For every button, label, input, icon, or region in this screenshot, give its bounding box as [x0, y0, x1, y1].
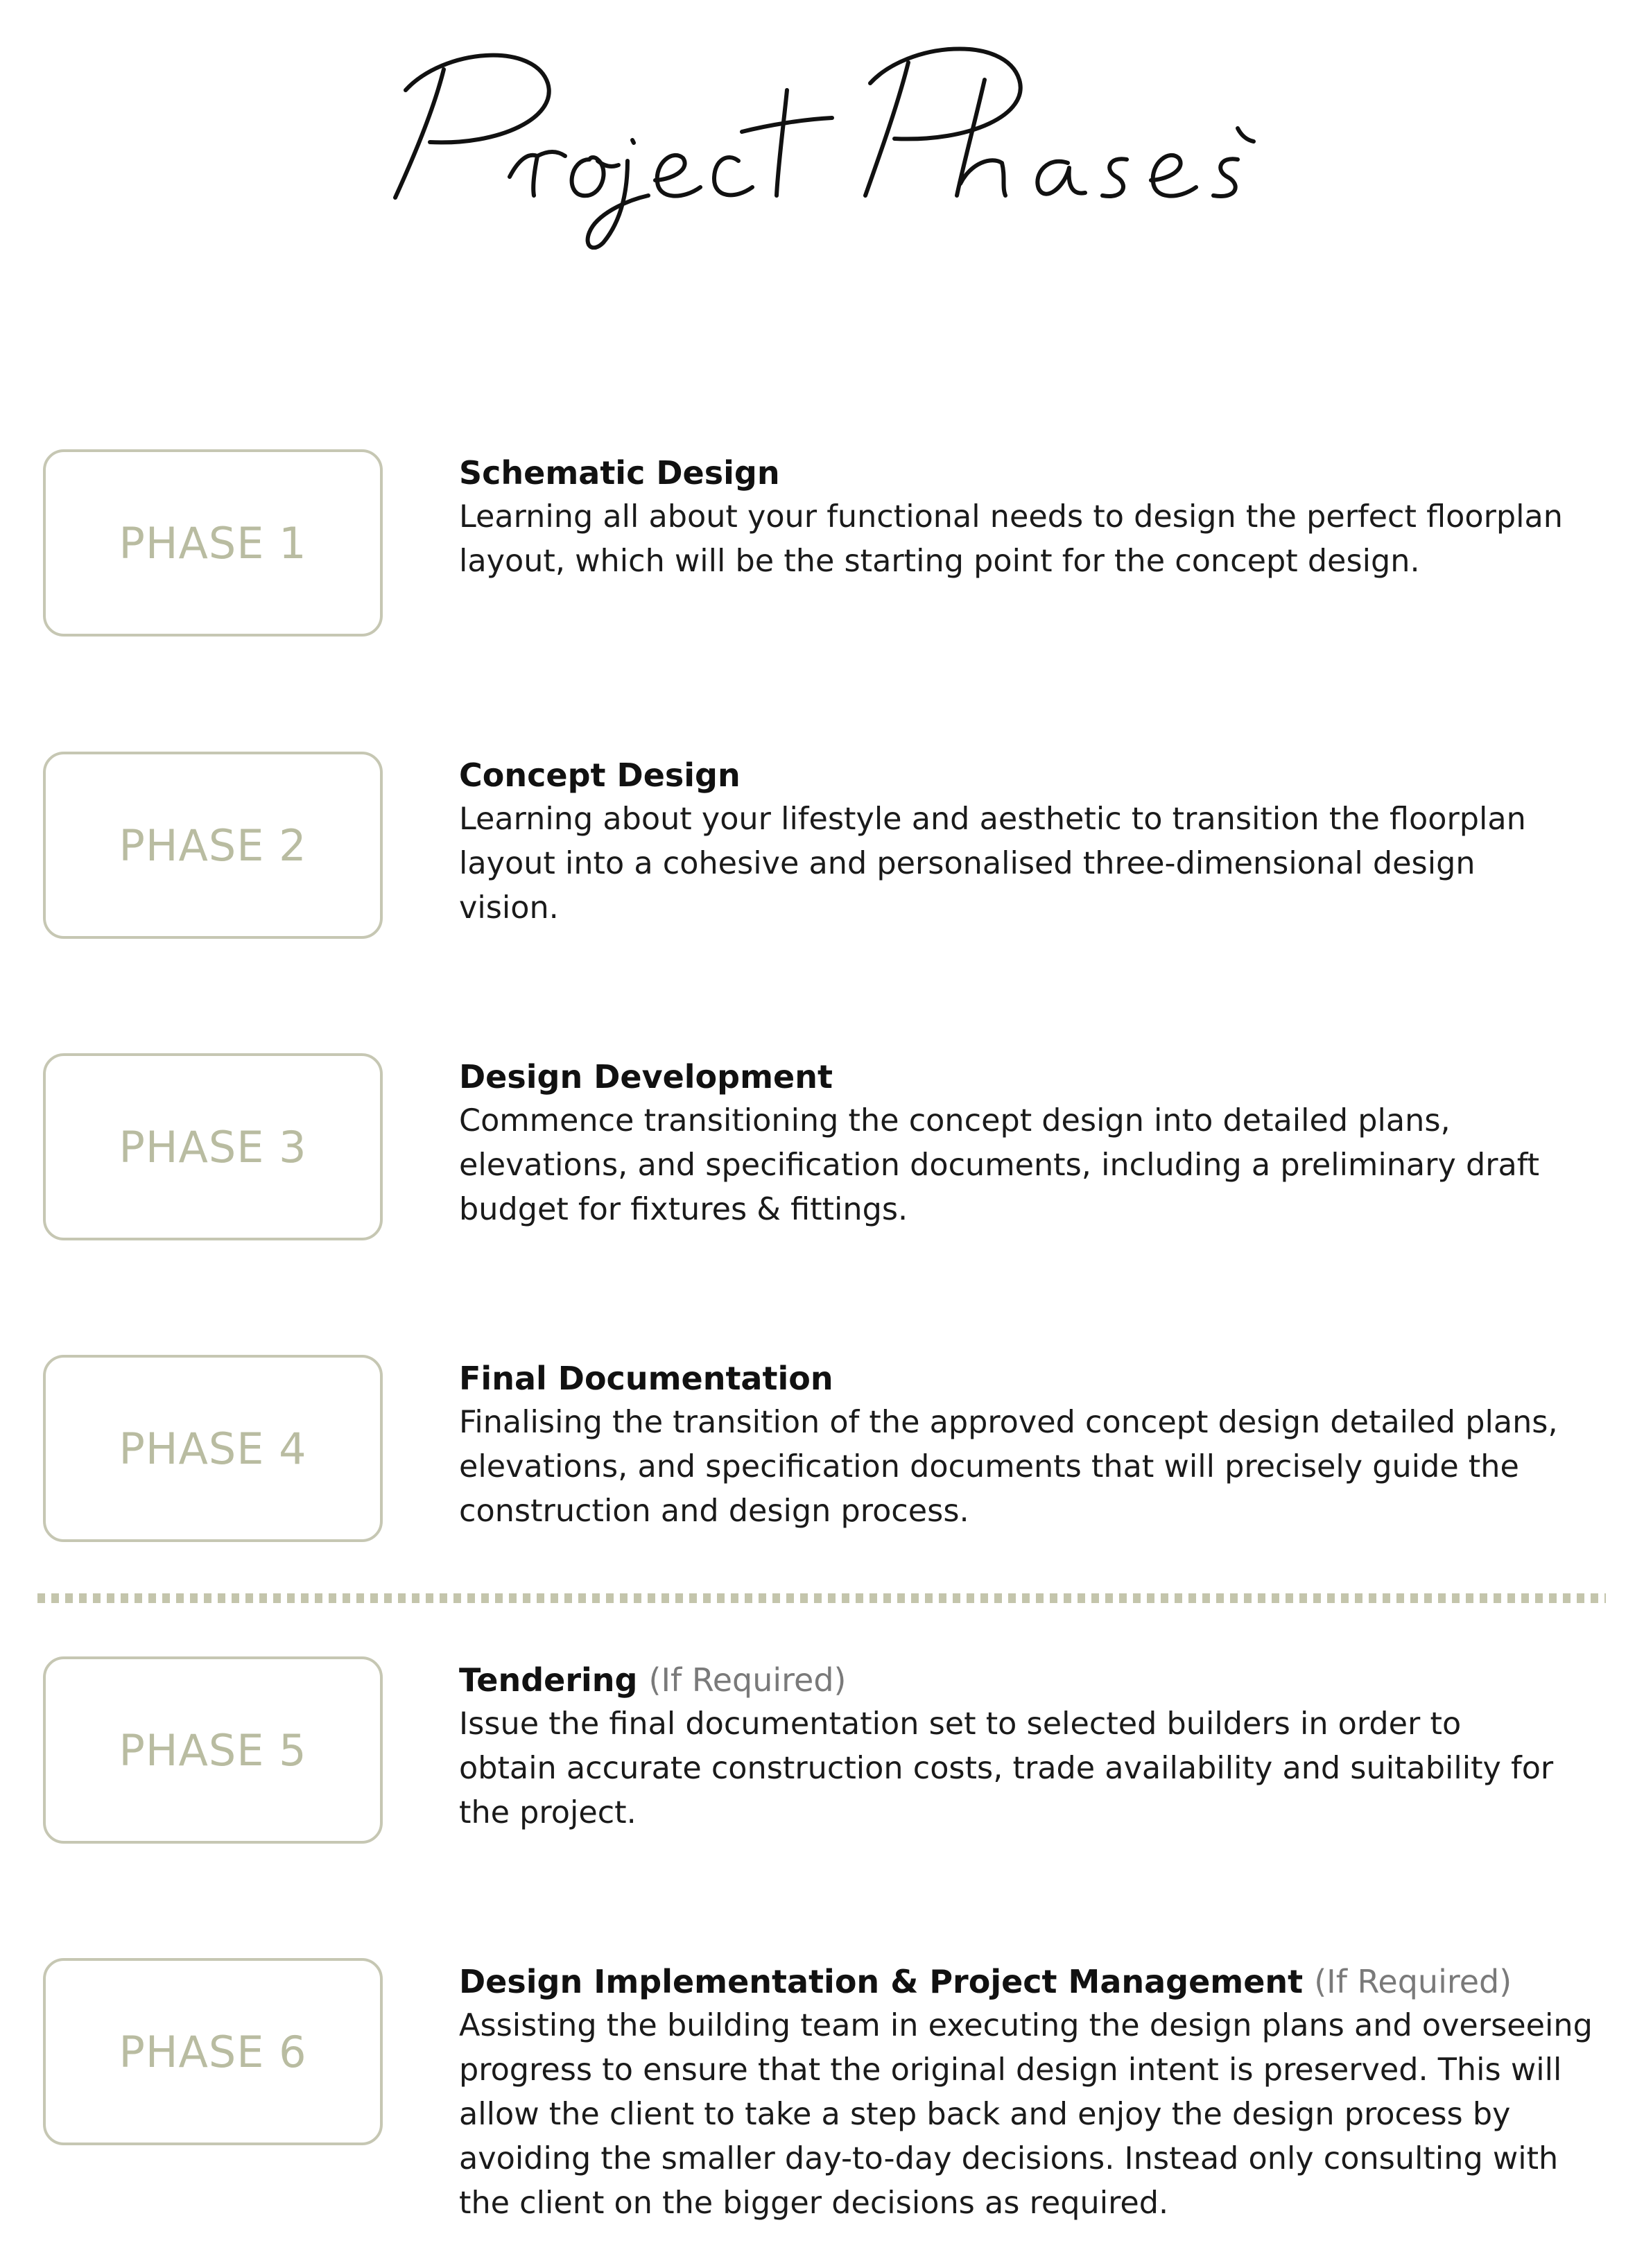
- optional-note: (If Required): [648, 1661, 847, 1699]
- phase-label: PHASE 5: [119, 1724, 307, 1776]
- phase-description: [459, 2004, 1603, 2226]
- description-line: obtain accurate construction costs, trade availability and suitability for: [459, 1751, 1554, 1786]
- phase-heading-title: Schematic Design: [459, 454, 780, 492]
- phase-badge: [43, 1355, 383, 1542]
- description-line: elevations, and specification documents that will precisely guide the: [459, 1449, 1519, 1484]
- phase-heading-title: Design Implementation & Project Management: [459, 1963, 1304, 2000]
- phase-heading-title: Design Development: [459, 1058, 833, 1096]
- phase-badge: [43, 752, 383, 939]
- phase-heading: [459, 1356, 1603, 1401]
- description-line: avoiding the smaller day-to-day decisions. Instead only consulting with: [459, 2141, 1559, 2176]
- phase-label: PHASE 4: [119, 1423, 307, 1474]
- project-phases-script-title: [0, 14, 1644, 250]
- description-line: budget for fixtures & fittings.: [459, 1192, 908, 1227]
- phase-text: [459, 1055, 1603, 1232]
- phase-badge: [43, 1958, 383, 2145]
- phase-description: [459, 1099, 1603, 1232]
- description-line: Finalising the transition of the approved concept design detailed plans,: [459, 1405, 1558, 1440]
- phase-heading: [459, 1658, 1603, 1702]
- description-line: vision.: [459, 890, 559, 926]
- phase-badge: [43, 1656, 383, 1844]
- description-line: Learning about your lifestyle and aesthetic to transition the floorplan: [459, 802, 1526, 837]
- page-title: [0, 14, 1644, 250]
- description-line: layout, which will be the starting point for the concept design.: [459, 544, 1420, 579]
- phase-heading: [459, 451, 1603, 495]
- phase-heading: [459, 1055, 1603, 1099]
- description-line: Commence transitioning the concept design into detailed plans,: [459, 1103, 1451, 1139]
- phase-label: PHASE 3: [119, 1121, 307, 1172]
- dotted-divider: [37, 1593, 1606, 1603]
- description-line: Assisting the building team in executing the design plans and overseeing: [459, 2008, 1593, 2043]
- description-line: the client on the bigger decisions as required.: [459, 2185, 1169, 2221]
- description-line: elevations, and specification documents, including a preliminary draft: [459, 1148, 1540, 1183]
- description-line: the project.: [459, 1795, 637, 1830]
- phase-heading: [459, 1959, 1603, 2004]
- description-line: progress to ensure that the original design intent is preserved. This will: [459, 2052, 1562, 2088]
- phase-description: [459, 495, 1603, 584]
- phase-text: [459, 451, 1603, 584]
- phase-description: [459, 797, 1603, 930]
- phase-heading-title: Tendering: [459, 1661, 638, 1699]
- phase-badge: [43, 449, 383, 637]
- phase-text: [459, 753, 1603, 930]
- phase-description: [459, 1702, 1603, 1835]
- description-line: layout into a cohesive and personalised three-dimensional design: [459, 846, 1476, 881]
- phase-label: PHASE 6: [119, 2026, 307, 2077]
- phase-label: PHASE 1: [119, 517, 307, 569]
- phase-text: [459, 1658, 1603, 1835]
- description-line: allow the client to take a step back and enjoy the design process by: [459, 2097, 1511, 2132]
- phase-label: PHASE 2: [119, 820, 307, 871]
- phase-text: [459, 1356, 1603, 1534]
- phase-heading-title: Final Documentation: [459, 1360, 833, 1397]
- phase-heading: [459, 753, 1603, 797]
- description-line: Issue the final documentation set to selected builders in order to: [459, 1706, 1462, 1742]
- optional-note: (If Required): [1314, 1963, 1512, 2000]
- phase-text: [459, 1959, 1603, 2226]
- phase-badge: [43, 1053, 383, 1240]
- phase-description: [459, 1401, 1603, 1534]
- phase-heading-title: Concept Design: [459, 756, 741, 794]
- description-line: construction and design process.: [459, 1494, 969, 1529]
- description-line: Learning all about your functional needs to design the perfect floorplan: [459, 499, 1563, 535]
